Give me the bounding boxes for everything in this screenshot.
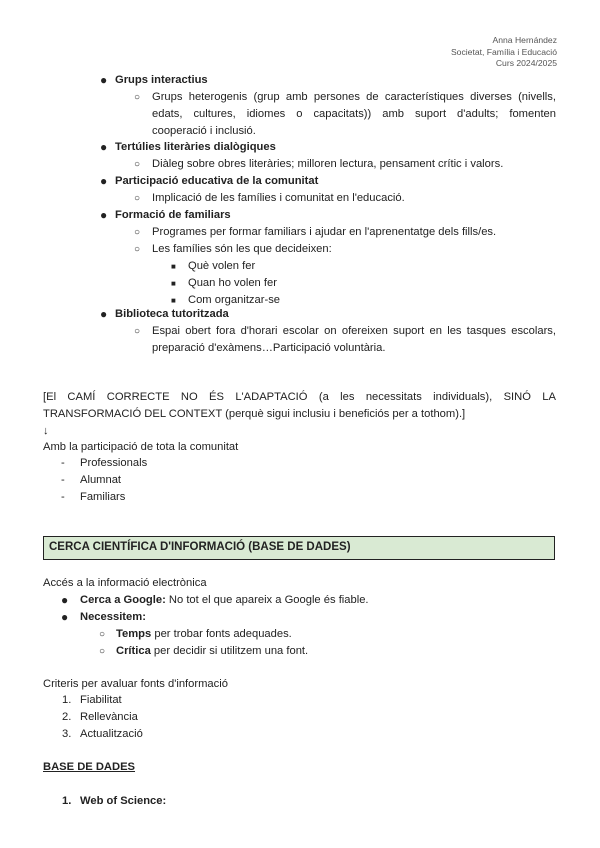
participation-text: Amb la participació de tota la comunitat xyxy=(43,441,239,453)
action-desc-2: Les famílies són les que decideixen: xyxy=(152,243,332,255)
bullet-icon: ● xyxy=(100,208,108,222)
note-line-2: TRANSFORMACIÓ DEL CONTEXT (perquè sigui inclusiu i beneficiós per a tothom).] xyxy=(43,408,466,420)
circle-bullet-icon: ○ xyxy=(99,629,106,640)
action-title: Formació de familiars xyxy=(115,209,231,221)
action-title: Grups interactius xyxy=(115,74,208,86)
square-bullet-icon: ■ xyxy=(171,279,176,288)
circle-bullet-icon: ○ xyxy=(99,646,106,657)
group-item: Familiars xyxy=(80,491,126,503)
database-item: Web of Science: xyxy=(80,795,167,807)
access-intro: Accés a la informació electrònica xyxy=(43,577,207,589)
circle-bullet-icon: ○ xyxy=(134,92,141,103)
square-bullet-icon: ■ xyxy=(171,296,176,305)
circle-bullet-icon: ○ xyxy=(134,159,141,170)
google-item: Cerca a Google: No tot el que apareix a Google és fiable. xyxy=(80,594,369,606)
sub-item: Què volen fer xyxy=(188,260,256,272)
sub-item: Quan ho volen fer xyxy=(188,277,277,289)
header-author: Anna Hernández xyxy=(492,35,557,45)
action-title: Participació educativa de la comunitat xyxy=(115,175,319,187)
criteria-intro: Criteris per avaluar fonts d'informació xyxy=(43,678,228,690)
section-heading-box xyxy=(43,536,555,560)
action-desc: Espai obert fora d'horari escolar on ofereixen suport en les tasques escolars, preparació d'exàmens…Participació voluntària. xyxy=(152,325,556,354)
section-title: CERCA CIENTÍFICA D'INFORMACIÓ (BASE DE DADES) xyxy=(49,541,351,553)
action-title: Biblioteca tutoritzada xyxy=(115,308,229,320)
criteria-item: Rellevància xyxy=(80,711,138,723)
list-number: 2. xyxy=(62,711,72,723)
page-header xyxy=(451,35,557,70)
needs-item: Necessitem: xyxy=(80,611,146,623)
criteria-item: Actualització xyxy=(80,728,143,740)
bullet-icon: ● xyxy=(100,307,108,321)
header-year: Curs 2024/2025 xyxy=(495,58,557,68)
circle-bullet-icon: ○ xyxy=(134,193,141,204)
bullet-icon: ● xyxy=(61,610,69,624)
dash-bullet-icon: - xyxy=(61,474,65,486)
criteria-item: Fiabilitat xyxy=(80,694,122,706)
list-number: 3. xyxy=(62,728,72,740)
header-course: Societat, Família i Educació xyxy=(450,46,557,57)
square-bullet-icon: ■ xyxy=(171,262,176,271)
bullet-icon: ● xyxy=(100,140,108,154)
group-item: Alumnat xyxy=(80,474,122,486)
list-number: 1. xyxy=(62,795,72,807)
time-item: Temps per trobar fonts adequades. xyxy=(116,628,292,640)
transformation-note xyxy=(43,389,556,423)
arrow-down-icon: ↓ xyxy=(43,425,49,437)
action-desc: Implicació de les famílies i comunitat en l'educació. xyxy=(152,192,405,204)
dash-bullet-icon: - xyxy=(61,457,65,469)
list-number: 1. xyxy=(62,694,72,706)
action-desc: Programes per formar familiars i ajudar en l'aprenentatge dels fills/es. xyxy=(152,226,497,238)
circle-bullet-icon: ○ xyxy=(134,227,141,238)
group-item: Professionals xyxy=(80,457,148,469)
circle-bullet-icon: ○ xyxy=(134,244,141,255)
action-desc: Diàleg sobre obres literàries; milloren lectura, pensament crític i valors. xyxy=(152,158,504,170)
bullet-icon: ● xyxy=(100,174,108,188)
bullet-icon: ● xyxy=(61,593,69,607)
databases-heading: BASE DE DADES xyxy=(43,761,136,773)
circle-bullet-icon: ○ xyxy=(134,326,141,337)
action-title: Tertúlies literàries dialògiques xyxy=(115,141,276,153)
sub-item: Com organitzar-se xyxy=(188,294,281,306)
note-line-1: [El CAMÍ CORRECTE NO ÉS L'ADAPTACIÓ (a les necessitats individuals), SINÓ LA xyxy=(43,391,556,403)
bullet-icon: ● xyxy=(100,73,108,87)
dash-bullet-icon: - xyxy=(61,491,65,503)
action-desc: Grups heterogenis (grup amb persones de característiques diverses (nivells, edats, cultures, idiomes o capacitats)) amb suport d'adults; fomenten cooperació i inclusió. xyxy=(152,91,556,137)
critic-item: Crítica per decidir si utilitzem una font. xyxy=(116,645,309,657)
